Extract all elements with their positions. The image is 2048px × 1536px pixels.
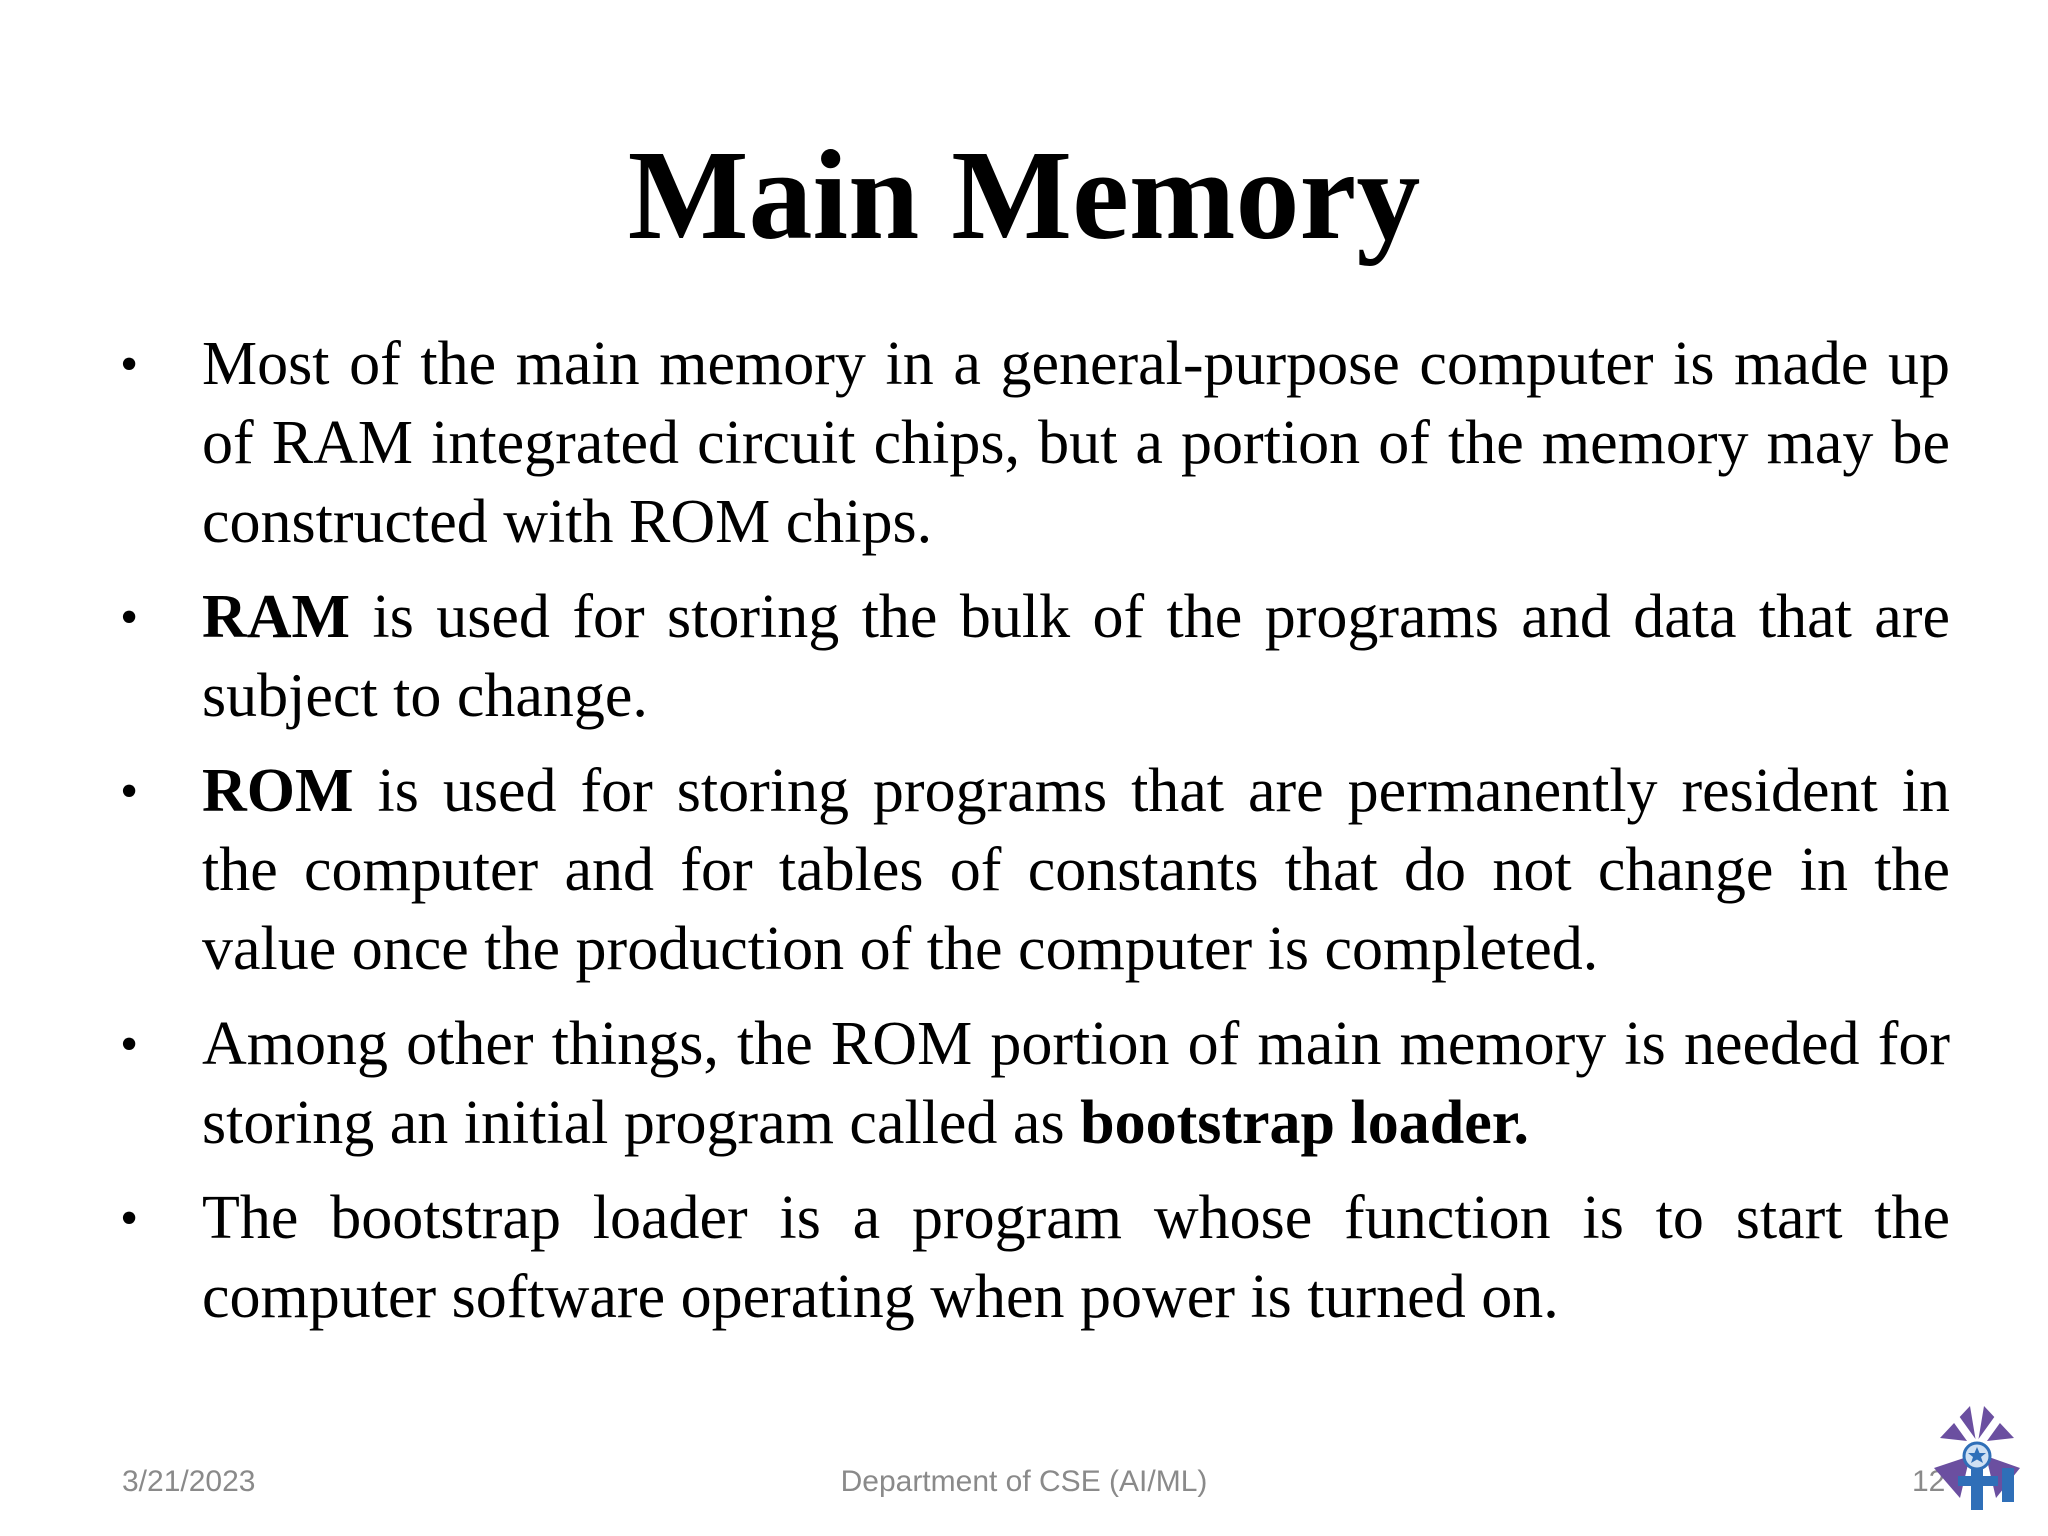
institution-logo-icon xyxy=(1930,1398,2024,1514)
bullet-dot: • xyxy=(120,1190,139,1247)
footer-date: 3/21/2023 xyxy=(122,1465,256,1498)
footer-page-number: 12 xyxy=(1912,1465,1946,1498)
bullet-text: Among other things, the ROM portion of main memory is needed for storing an initial program called as xyxy=(202,1010,1950,1157)
logo-cross-bar xyxy=(1958,1476,1998,1486)
bullet-text: Most of the main memory in a general-purpose computer is made up of RAM integrated circuit chips, but a portion of the memory may be constructed with ROM chips. xyxy=(202,330,1950,556)
bullet-bold-term: RAM xyxy=(202,583,351,651)
footer-department: Department of CSE (AI/ML) xyxy=(840,1465,1208,1498)
bullet-text: The bootstrap loader is a program whose function is to start the computer software operating when power is turned on. xyxy=(202,1184,1950,1331)
logo-side-bar xyxy=(2002,1468,2014,1502)
bullet-text: is used for storing the bulk of the programs and data that are subject to change. xyxy=(202,583,1950,730)
bullet-dot: • xyxy=(120,336,139,393)
bullet-item xyxy=(120,1005,1950,1163)
bullet-dot: • xyxy=(120,763,139,820)
bullet-item xyxy=(120,1179,1950,1337)
bullet-dot: • xyxy=(120,589,139,646)
bullet-dot: • xyxy=(120,1016,139,1073)
bullet-item xyxy=(120,578,1950,736)
bullet-item xyxy=(120,325,1950,562)
bullet-list xyxy=(120,325,1950,1353)
bullet-item xyxy=(120,752,1950,989)
bullet-bold-term: bootstrap loader. xyxy=(1080,1089,1530,1157)
slide-title: Main Memory xyxy=(627,124,1421,266)
bullet-text: is used for storing programs that are permanently resident in the computer and for tables of constants that do not change in the value once the production of the computer is completed. xyxy=(202,757,1950,983)
bullet-bold-term: ROM xyxy=(202,757,354,825)
